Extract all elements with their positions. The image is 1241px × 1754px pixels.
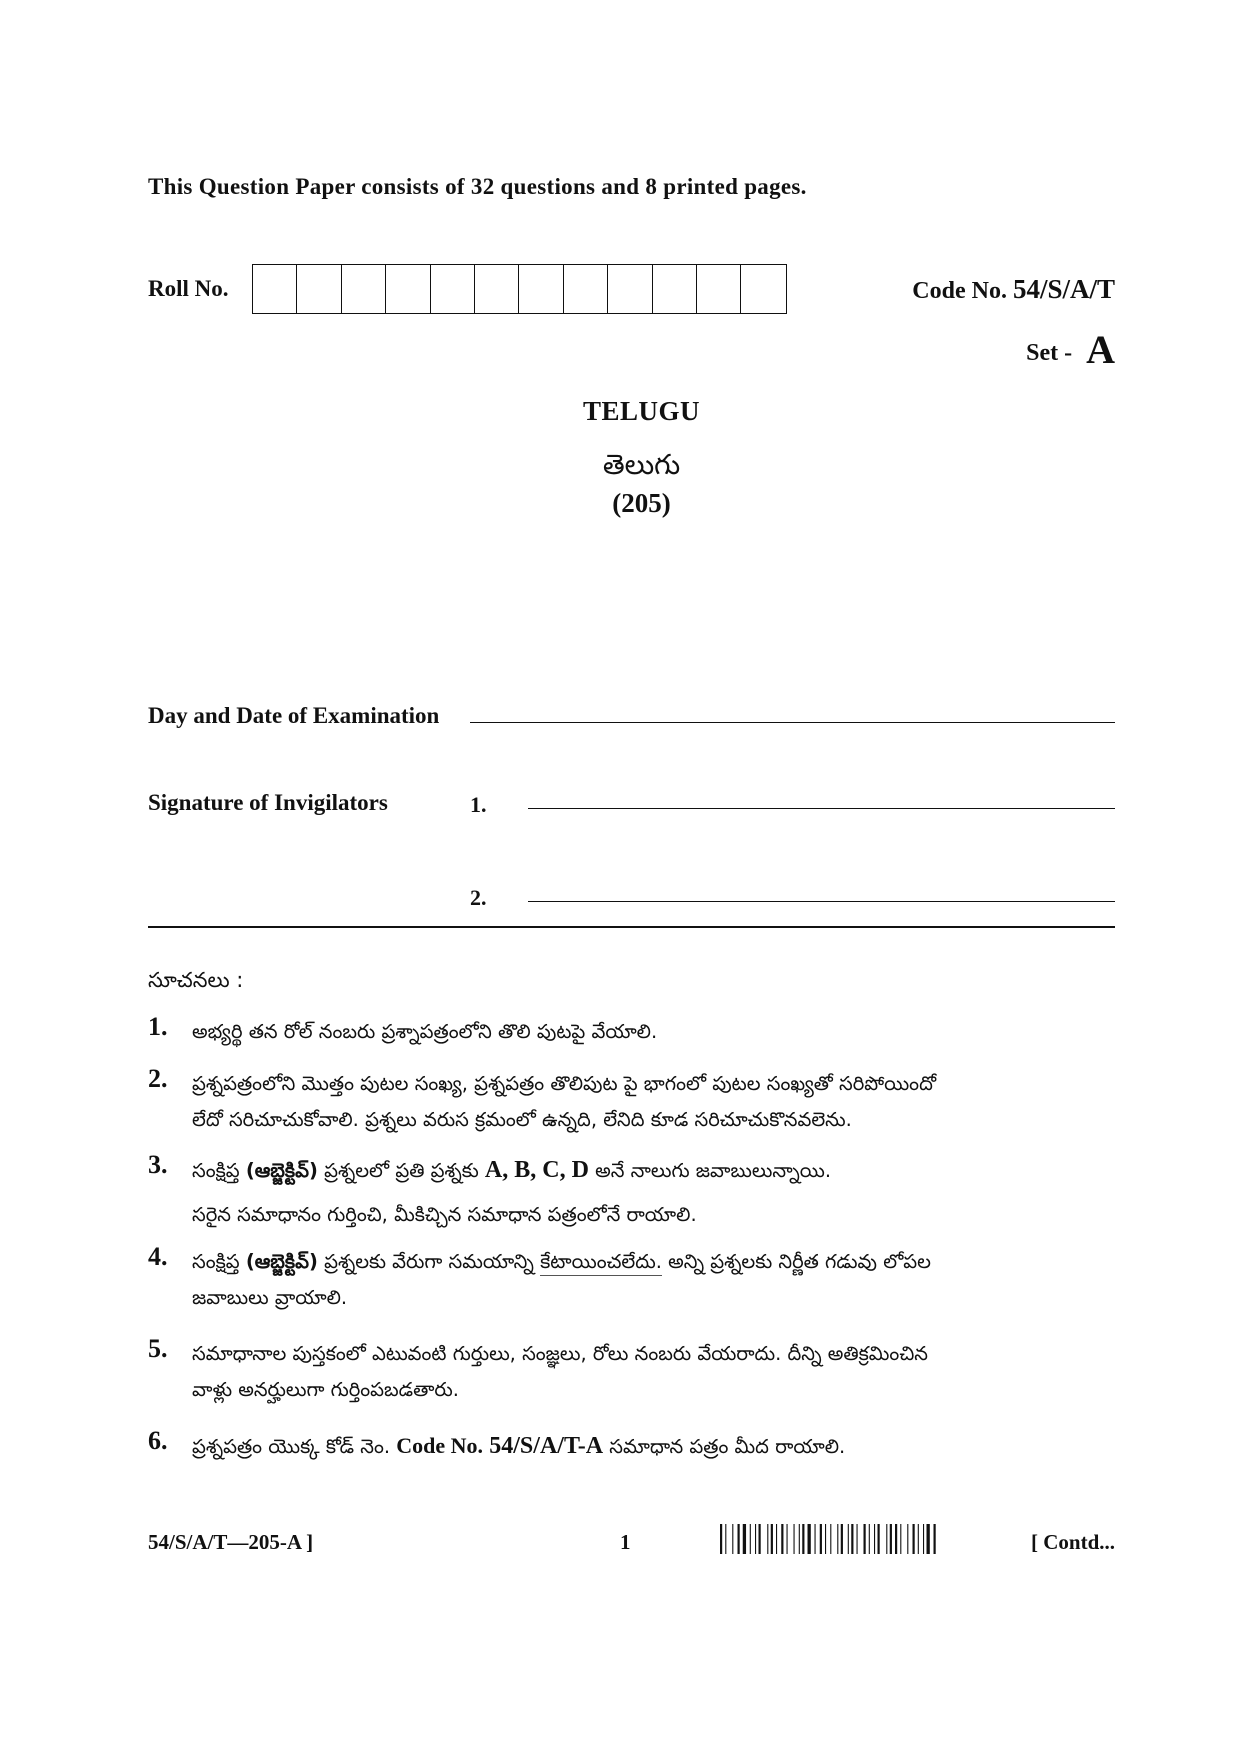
instruction-text [192, 1428, 1115, 1465]
subject-english: TELUGU [582, 396, 701, 426]
answer-code-value: 54/S/A/T-A [489, 1433, 604, 1459]
roll-digit-box[interactable] [297, 265, 341, 313]
instruction-line: లేదో సరిచూచుకోవాలి. ప్రశ్నలు వరుస క్రమంలో ఉన్నది, లేనిది కూడ సరిచూచుకొనవలెను. [192, 1108, 852, 1131]
day-date-label: Day and Date of Examination [148, 703, 440, 728]
roll-digit-box[interactable] [519, 265, 563, 313]
instruction-text [192, 1244, 1115, 1316]
barcode-icon [720, 1524, 1000, 1554]
day-date-line[interactable] [470, 722, 1115, 723]
signature-label: Signature of Invigilators [148, 790, 388, 815]
instruction-text [192, 1336, 1115, 1408]
instruction-number: 3. [148, 1150, 168, 1179]
signature-2-line[interactable] [528, 901, 1115, 902]
continued-label: [ Contd... [1030, 1530, 1115, 1554]
instruction-text [192, 1066, 1115, 1138]
answer-options-letters: A, B, C, D [484, 1157, 589, 1183]
instruction-line: జవాబులు వ్రాయాలి. [192, 1286, 348, 1309]
instruction-line: ప్రశ్నపత్రంలోని మొత్తం పుటల సంఖ్య, ప్రశ్నపత్రం తొలిపుట పై భాగంలో పుటల సంఖ్యతో సరిపోయిందో [192, 1072, 937, 1095]
roll-digit-box[interactable] [653, 265, 697, 313]
code-number [912, 274, 1115, 305]
answer-code-label: Code No. [396, 1433, 484, 1458]
roll-digit-box[interactable] [253, 265, 297, 313]
instruction-fragment: అన్ని ప్రశ్నలకు నిర్ణీత గడువు లోపల [668, 1250, 931, 1273]
roll-number-boxes[interactable] [252, 264, 787, 314]
roll-number-label: Roll No. [148, 276, 229, 301]
subject-code: (205) [612, 488, 671, 518]
instruction-fragment: అనే నాలుగు జవాబులున్నాయి. [595, 1159, 832, 1182]
instruction-fragment: ప్రశ్నపత్రం యొక్క కోడ్ నెం. [192, 1435, 391, 1458]
section-divider [148, 926, 1115, 928]
set-label: Set - [1026, 340, 1073, 366]
roll-digit-box[interactable] [386, 265, 430, 313]
code-label: Code No. [912, 278, 1007, 304]
instruction-number: 1. [148, 1012, 168, 1041]
instruction-text [192, 1152, 1115, 1233]
instruction-fragment: సమాధాన పత్రం మీద రాయాలి. [609, 1435, 846, 1458]
instruction-number: 5. [148, 1334, 168, 1363]
instruction-underlined: కేటాయించలేదు. [540, 1250, 662, 1276]
set-value: A [1086, 327, 1115, 372]
instruction-fragment: ప్రశ్నలకు వేరుగా సమయాన్ని [324, 1250, 534, 1273]
roll-digit-box[interactable] [342, 265, 386, 313]
roll-digit-box[interactable] [697, 265, 741, 313]
instructions-title: సూచనలు : [148, 968, 244, 992]
instruction-line: సరైన సమాధానం గుర్తించి, మీకిచ్చిన సమాధాన పత్రంలోనే రాయాలి. [192, 1203, 697, 1226]
roll-digit-box[interactable] [564, 265, 608, 313]
roll-digit-box[interactable] [475, 265, 519, 313]
instruction-fragment: సంక్షిప్త [192, 1250, 240, 1273]
footer-paper-code: 54/S/A/T—205-A ] [148, 1530, 314, 1554]
paper-summary: This Question Paper consists of 32 questions and 8 printed pages. [148, 174, 807, 199]
roll-digit-box[interactable] [741, 265, 785, 313]
roll-digit-box[interactable] [608, 265, 652, 313]
instruction-emphasis: (ఆబ్జెక్టివ్) [245, 1250, 318, 1273]
instruction-emphasis: (ఆబ్జెక్టివ్) [245, 1159, 318, 1182]
instruction-line: వాళ్లు అనర్హులుగా గుర్తింపబడతారు. [192, 1378, 459, 1401]
subject-telugu: తెలుగు [602, 448, 681, 481]
instruction-number: 6. [148, 1426, 168, 1455]
instruction-line: అభ్యర్థి తన రోల్ నంబరు ప్రశ్నాపత్రంలోని తొలి పుటపై వేయాలి. [192, 1020, 658, 1043]
roll-digit-box[interactable] [431, 265, 475, 313]
instruction-number: 4. [148, 1242, 168, 1271]
instruction-line: సమాధానాల పుస్తకంలో ఎటువంటి గుర్తులు, సంజ్ఞలు, రోలు నంబరు వేయరాదు. దీన్ని అతిక్రమించిన [192, 1342, 928, 1365]
page-number: 1 [620, 1530, 631, 1554]
instruction-number: 2. [148, 1064, 168, 1093]
instruction-fragment: సంక్షిప్త [192, 1159, 240, 1182]
instruction-text [192, 1014, 1115, 1050]
signature-1-number: 1. [470, 792, 487, 817]
signature-1-line[interactable] [528, 808, 1115, 809]
instruction-fragment: ప్రశ్నలలో ప్రతి ప్రశ్నకు [324, 1159, 479, 1182]
set-indicator [1026, 326, 1115, 373]
code-value: 54/S/A/T [1012, 274, 1115, 304]
signature-2-number: 2. [470, 885, 487, 910]
